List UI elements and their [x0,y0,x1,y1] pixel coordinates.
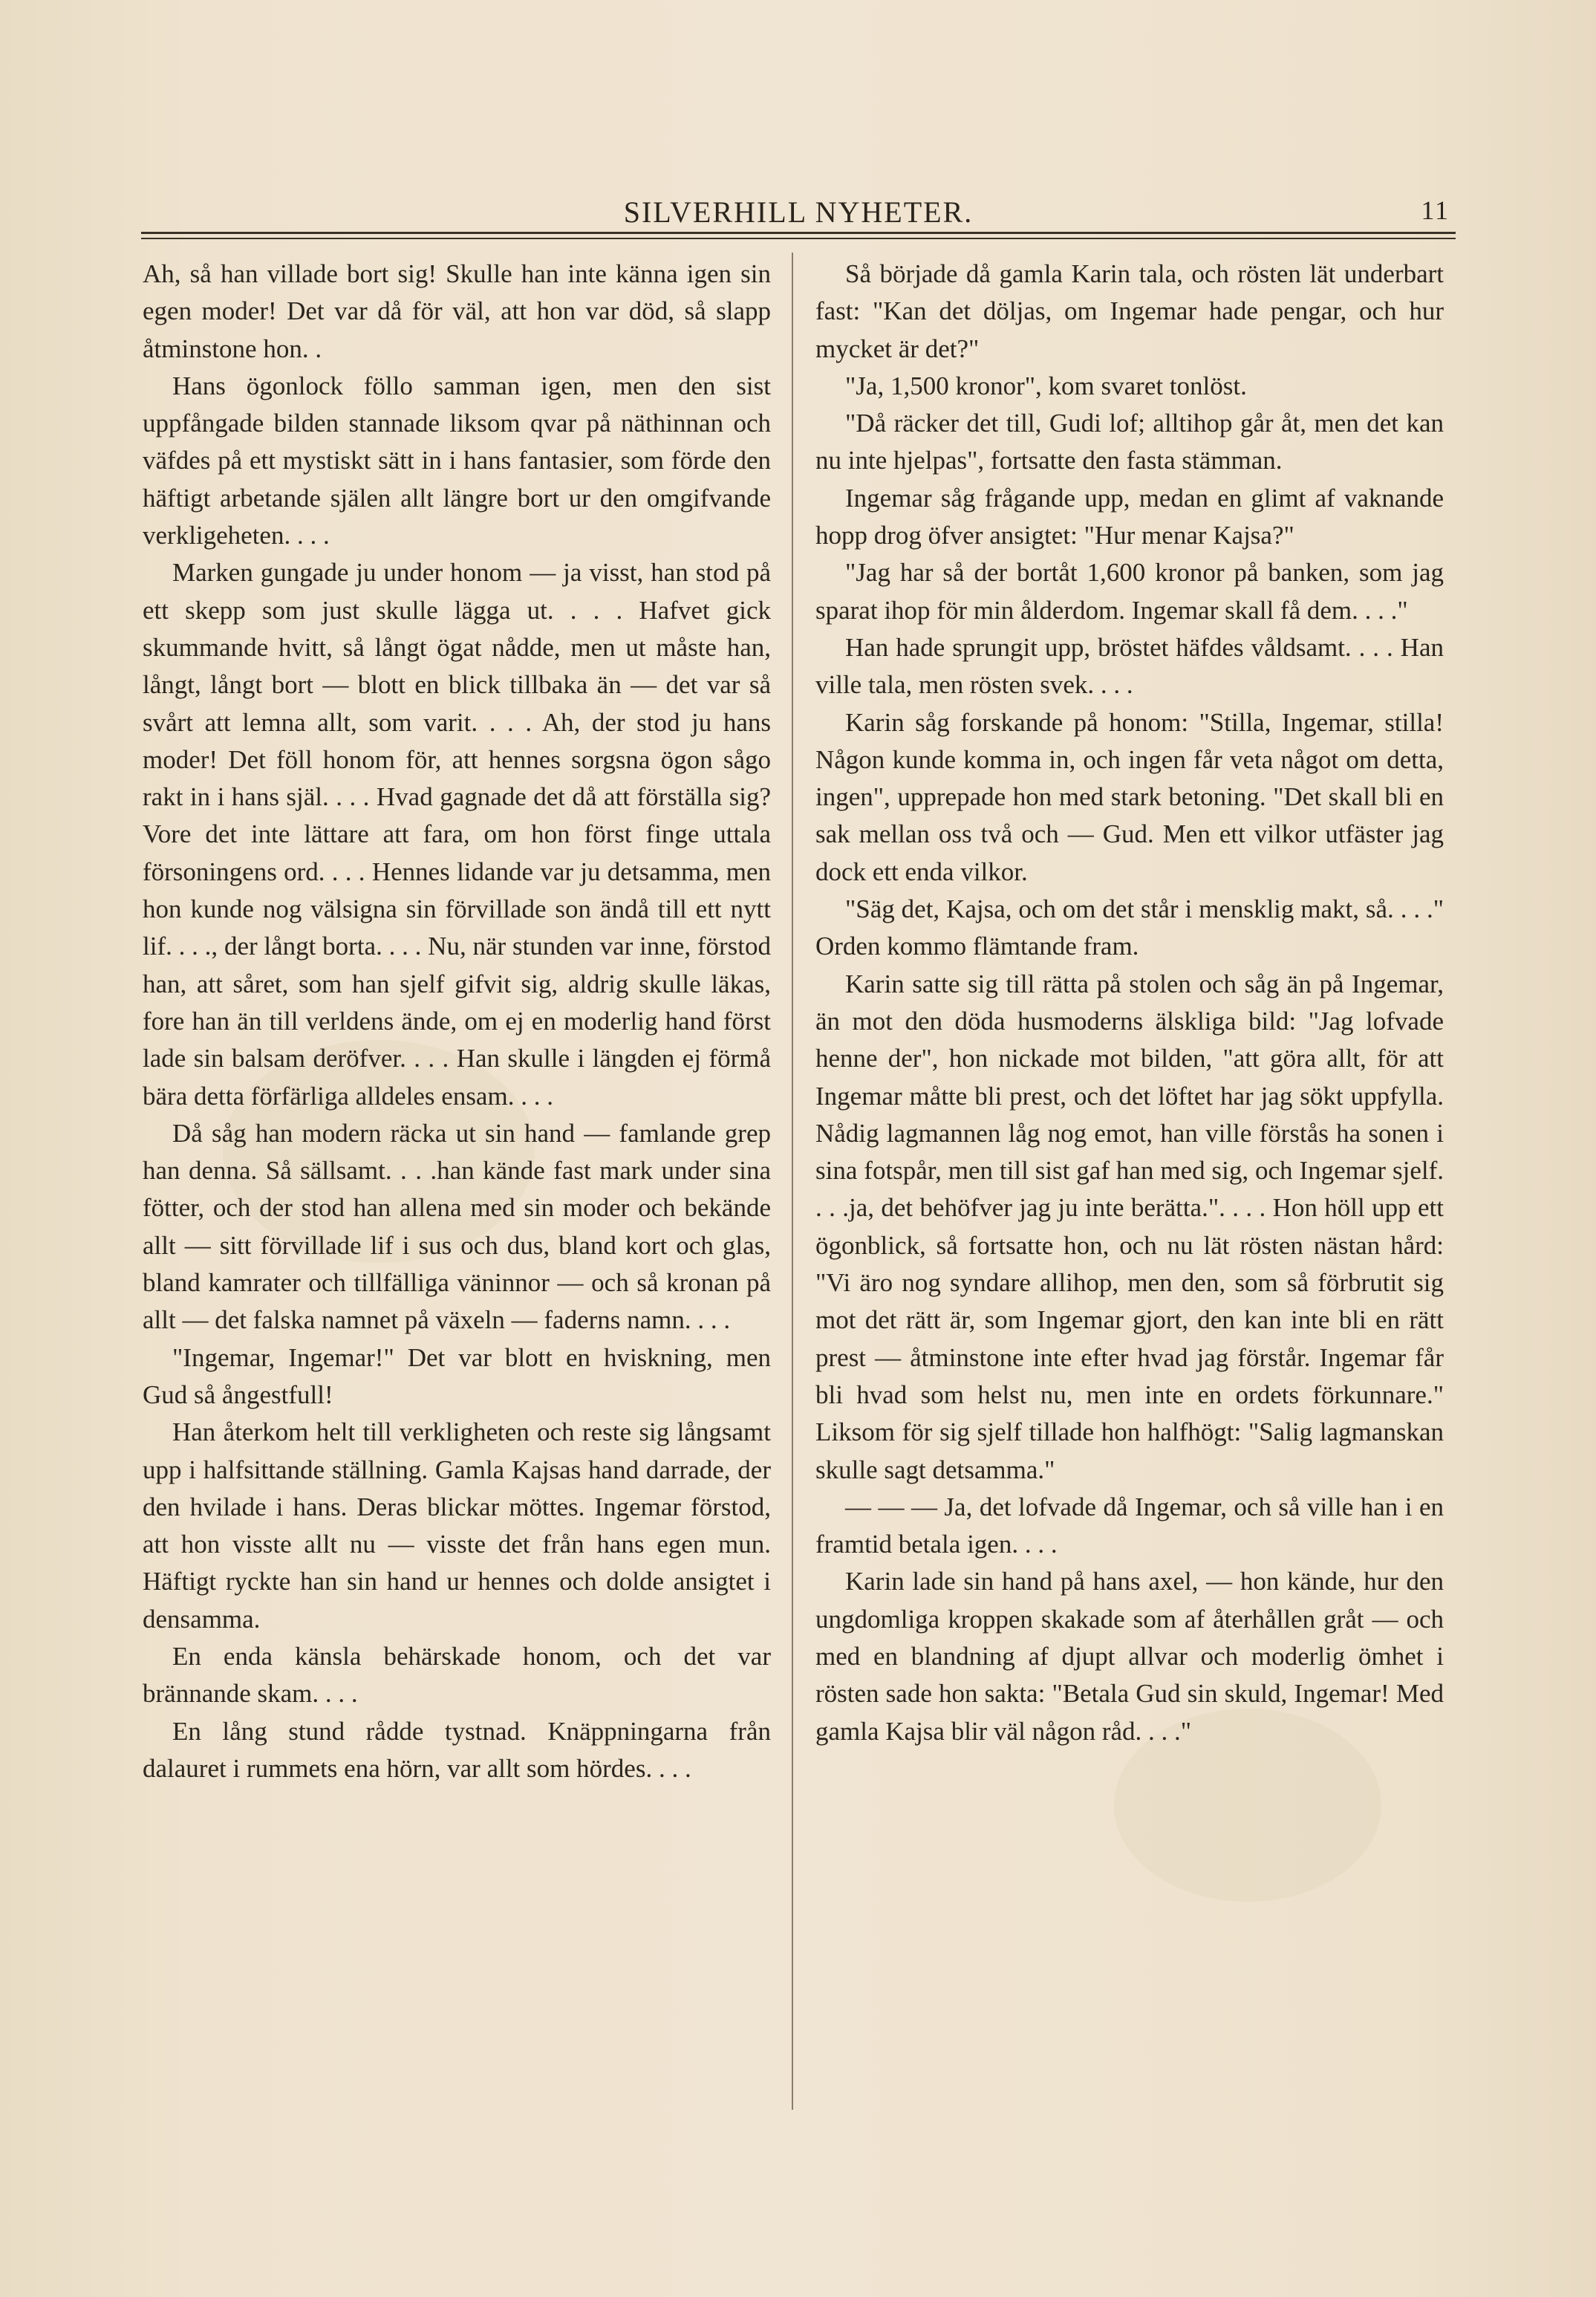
paragraph: Ah, så han villade bort sig! Skulle han inte känna igen sin egen moder! Det var då för väl, att hon var död, så slapp åtminstone hon. . [143,259,771,363]
page-header [141,195,1456,232]
right-column [815,256,1444,1750]
paragraph: "Ingemar, Ingemar!" Det var blott en hviskning, men Gud så ångestfull! [143,1342,771,1409]
column-divider [792,253,793,2110]
page-number: 11 [1421,195,1450,225]
header-rule [141,232,1456,234]
paragraph: — — — Ja, det lofvade då Ingemar, och så ville han i en framtid betala igen. . . . [815,1492,1444,1559]
paragraph: Han hade sprungit upp, bröstet häfdes våldsamt. . . . Han ville tala, men rösten svek. . . . [815,632,1444,700]
header-rule-thin [141,238,1456,239]
paragraph: Ingemar såg frågande upp, medan en glimt af vaknande hopp drog öfver ansigtet: "Hur menar Kajsa?" [815,483,1444,550]
paragraph: Han återkom helt till verkligheten och reste sig långsamt upp i halfsittande ställning. Gamla Kajsas hand darrade, der den hvilade i hans. Deras blickar möttes. Ingemar förstod, att hon visste allt nu — visste det från hans egen mun. Häftigt ryckte han sin hand ur hennes och dolde ansigtet i densamma. [143,1417,771,1634]
paragraph: Karin lade sin hand på hans axel, — hon kände, hur den ungdomliga kroppen skakade som af återhållen gråt — och med en blandning af djupt allvar och moderlig ömhet i rösten sade hon sakta: "Betala Gud sin skuld, Ingemar! Med gamla Kajsa blir väl någon råd. . . ." [815,1567,1444,1746]
paragraph: "Ja, 1,500 kronor", kom svaret tonlöst. [845,371,1247,400]
paragraph: En lång stund rådde tystnad. Knäppningarna från dalauret i rummets ena hörn, var allt som hördes. . . . [143,1716,771,1783]
paragraph: Hans ögonlock föllo samman igen, men den sist uppfångade bilden stannade liksom qvar på näthinnan och väfdes på ett mystiskt sätt in i hans fantasier, som förde den häftigt arbetande själen allt längre bort ur den omgifvande verkligeheten. . . . [143,371,771,550]
paragraph: Karin satte sig till rätta på stolen och såg än på Ingemar, än mot den döda husmoderns älskliga bild: "Jag lofvade henne der", hon nickade mot bilden, "att göra allt, för att Ingemar måtte bli prest, och det löftet har jag sökt uppfylla. Nådig lagmannen låg nog emot, han ville förstås ha sonen i sina fotspår, men till sist gaf han med sig, och Ingemar sjelf. . . .ja, det behöfver jag ju inte berätta.". . . . Hon höll upp ett ögonblick, så fortsatte hon, och nu lät rösten nästan hård: "Vi äro nog syndare allihop, men den, som så förbrutit sig mot det rätt är, som Ingemar gjort, den kan inte bli en rätt prest — åtminstone inte efter hvad jag förstår. Ingemar får bli hvad som helst nu, men inte en ordets förkunnare." Liksom för sig sjelf tillade hon halfhögt: "Salig lagmanskan skulle sagt detsamma." [815,969,1444,1484]
paragraph: Marken gungade ju under honom — ja visst, han stod på ett skepp som just skulle lägga ut. . . . Hafvet gick skummande hvitt, så långt ögat nådde, men ut måste han, långt, långt bort — blott en blick tillbaka än — det var så svårt att lemna allt, som varit. . . . Ah, der stod ju hans moder! Det föll honom för, att hennes sorgsna ögon sågo rakt in i hans själ. . . . Hvad gagnade det då att förställa sig? Vore det inte lättare att fara, om hon först finge uttala försoningens ord. . . . Hennes lidande var ju detsamma, men hon kunde nog välsigna sin förvillade son ändå till ett nytt lif. . . ., der långt borta. . . . Nu, när stunden var inne, förstod han, att såret, som han sjelf gifvit sig, aldrig skulle läkas, fore han än till verldens ände, om ej en moderlig hand först lade sin balsam deröfver. . . . Han skulle i längden ej förmå bära detta förfärliga alldeles ensam. . . . [143,558,771,1111]
paragraph: "Säg det, Kajsa, och om det står i mensklig makt, så. . . ." Orden kommo flämtande fram. [815,894,1444,961]
left-column [143,256,771,1787]
paragraph: "Då räcker det till, Gudi lof; alltihop går åt, men det kan nu inte hjelpas", fortsatte den fasta stämman. [815,409,1444,475]
paragraph: Karin såg forskande på honom: "Stilla, Ingemar, stilla! Någon kunde komma in, och ingen får veta något om detta, ingen", upprepade hon med stark betoning. "Det skall bli en sak mellan oss två och — Gud. Men ett vilkor utfäster jag dock ett enda vilkor. [815,707,1444,886]
paragraph: Så började då gamla Karin tala, och rösten lät underbart fast: "Kan det döljas, om Ingemar hade pengar, och hur mycket är det?" [815,259,1444,363]
paragraph: Då såg han modern räcka ut sin hand — famlande grep han denna. Så sällsamt. . . .han kände fast mark under sina fötter, och der stod han allena med sin moder och bekände allt — sitt förvillade lif i sus och dus, bland kort och glas, bland kamrater och tillfälliga väninnor — och så kronan på allt — det falska namnet på växeln — faderns namn. . . . [143,1118,771,1335]
paragraph: En enda känsla behärskade honom, och det var brännande skam. . . . [143,1641,771,1709]
publication-title: SILVERHILL NYHETER. [623,195,974,229]
paragraph: "Jag har så der bortåt 1,600 kronor på banken, som jag sparat ihop för min ålderdom. Ingemar skall få dem. . . ." [815,558,1444,625]
